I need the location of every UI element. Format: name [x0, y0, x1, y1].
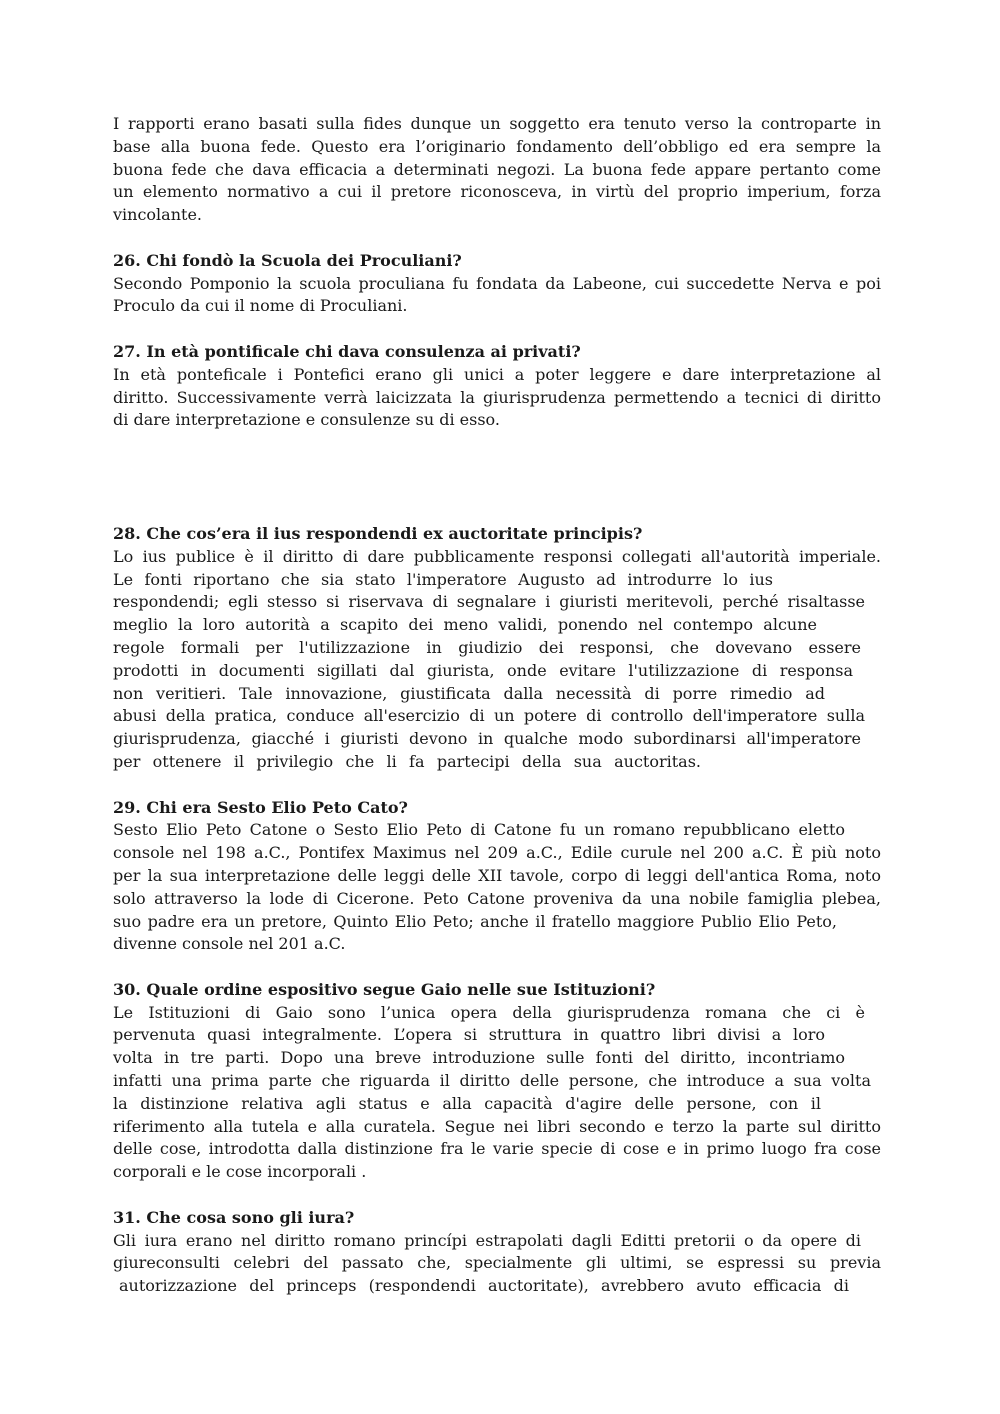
answer-paragraph — [113, 364, 881, 432]
text-line: vincolante. — [113, 205, 202, 225]
section-26 — [113, 250, 881, 318]
answer-paragraph — [113, 273, 881, 319]
section-30 — [113, 979, 881, 1184]
question-heading: 29. Chi era Sesto Elio Peto Cato? — [113, 797, 408, 817]
text-line: respondendi; egli stesso si riservava di segnalare i giuristi meritevoli, perché risaltasse — [113, 592, 865, 612]
document-page — [113, 113, 881, 1298]
text-line: Le fonti riportano che sia stato l'imperatore Augusto ad introdurre lo ius — [113, 569, 773, 589]
text-line: volta in tre parti. Dopo una breve introduzione sulle fonti del diritto, incontriamo — [113, 1048, 845, 1068]
section-29 — [113, 797, 881, 957]
text-line: per la sua interpretazione delle leggi delle XII tavole, corpo di leggi dell'antica Roma, noto — [113, 865, 881, 885]
text-line: Gli iura erano nel diritto romano princípi estrapolati dagli Editti pretorii o da opere di — [113, 1230, 861, 1250]
question-heading: 31. Che cosa sono gli iura? — [113, 1207, 355, 1227]
text-line: giureconsulti celebri del passato che, specialmente gli ultimi, se espressi su previa — [113, 1253, 881, 1273]
blank-space — [113, 432, 881, 500]
text-line: la distinzione relativa agli status e alla capacità d'agire delle persone, con il — [113, 1093, 821, 1113]
text-line: regole formali per l'utilizzazione in giudizio dei responsi, che dovevano essere — [113, 637, 861, 657]
answer-paragraph — [113, 1230, 881, 1298]
section-27 — [113, 341, 881, 432]
question-heading: 28. Che cos’era il ius respondendi ex auctoritate principis? — [113, 523, 643, 543]
text-line: I rapporti erano basati sulla fides dunque un soggetto era tenuto verso la controparte in — [113, 114, 881, 133]
answer-paragraph — [113, 546, 881, 774]
answer-paragraph — [113, 819, 881, 956]
question-heading: 30. Quale ordine espositivo segue Gaio nelle sue Istituzioni? — [113, 979, 656, 999]
text-line: delle cose, introdotta dalla distinzione fra le varie specie di cose e in primo luogo fra cose — [113, 1139, 881, 1159]
text-line: non veritieri. Tale innovazione, giustificata dalla necessità di porre rimedio ad — [113, 683, 825, 703]
text-line: abusi della pratica, conduce all'esercizio di un potere di controllo dell'imperatore sulla — [113, 706, 865, 726]
text-line: prodotti in documenti sigillati dal giurista, onde evitare l'utilizzazione di responsa — [113, 660, 853, 680]
section-28 — [113, 523, 881, 774]
text-line: Sesto Elio Peto Catone o Sesto Elio Peto di Catone fu un romano repubblicano eletto — [113, 820, 845, 840]
text-line: Proculo da cui il nome di Proculiani. — [113, 296, 408, 316]
text-line: buona fede che dava efficacia a determinati negozi. La buona fede appare pertanto come — [113, 159, 881, 179]
text-line: solo attraverso la lode di Cicerone. Peto Catone proveniva da una nobile famiglia plebea, — [113, 888, 881, 908]
text-line: giurisprudenza, giacché i giuristi devono in qualche modo subordinarsi all'imperatore — [113, 729, 861, 749]
text-line: pervenuta quasi integralmente. L’opera si struttura in quattro libri divisi a loro — [113, 1025, 825, 1045]
text-line: riferimento alla tutela e alla curatela. Segue nei libri secondo e terzo la parte sul diritto — [113, 1116, 881, 1136]
text-line: console nel 198 a.C., Pontifex Maximus nel 209 a.C., Edile curule nel 200 a.C. È più noto — [113, 843, 881, 863]
text-line: infatti una prima parte che riguarda il diritto delle persone, che introduce a sua volta — [113, 1071, 871, 1091]
text-line: un elemento normativo a cui il pretore riconosceva, in virtù del proprio imperium, forza — [113, 182, 881, 202]
text-line: diritto. Successivamente verrà laicizzata la giurisprudenza permettendo a tecnici di diritto — [113, 387, 881, 407]
text-line: autorizzazione del princeps (respondendi auctoritate), avrebbero avuto efficacia di — [119, 1276, 849, 1296]
text-line: Lo ius publice è il diritto di dare pubblicamente responsi collegati all'autorità imperiale. — [113, 546, 881, 566]
answer-paragraph — [113, 1002, 881, 1184]
intro-paragraph — [113, 113, 881, 227]
text-line: di dare interpretazione e consulenze su di esso. — [113, 410, 500, 430]
text-line: corporali e le cose incorporali . — [113, 1162, 367, 1182]
text-line: Secondo Pomponio la scuola proculiana fu fondata da Labeone, cui succedette Nerva e poi — [113, 273, 881, 293]
text-line: per ottenere il privilegio che li fa partecipi della sua auctoritas. — [113, 751, 701, 771]
question-heading: 27. In età pontificale chi dava consulenza ai privati? — [113, 341, 581, 361]
text-line: meglio la loro autorità a scapito dei meno validi, ponendo nel contempo alcune — [113, 615, 817, 635]
text-line: Le Istituzioni di Gaio sono l’unica opera della giurisprudenza romana che ci è — [113, 1002, 865, 1022]
text-line: In età ponteficale i Pontefici erano gli unici a poter leggere e dare interpretazione al — [113, 364, 881, 384]
section-31 — [113, 1207, 881, 1298]
question-heading: 26. Chi fondò la Scuola dei Proculiani? — [113, 250, 462, 270]
text-line: divenne console nel 201 a.C. — [113, 934, 346, 954]
text-line: base alla buona fede. Questo era l’originario fondamento dell’obbligo ed era sempre la — [113, 136, 881, 156]
text-line: suo padre era un pretore, Quinto Elio Peto; anche il fratello maggiore Publio Elio Peto, — [113, 911, 837, 931]
